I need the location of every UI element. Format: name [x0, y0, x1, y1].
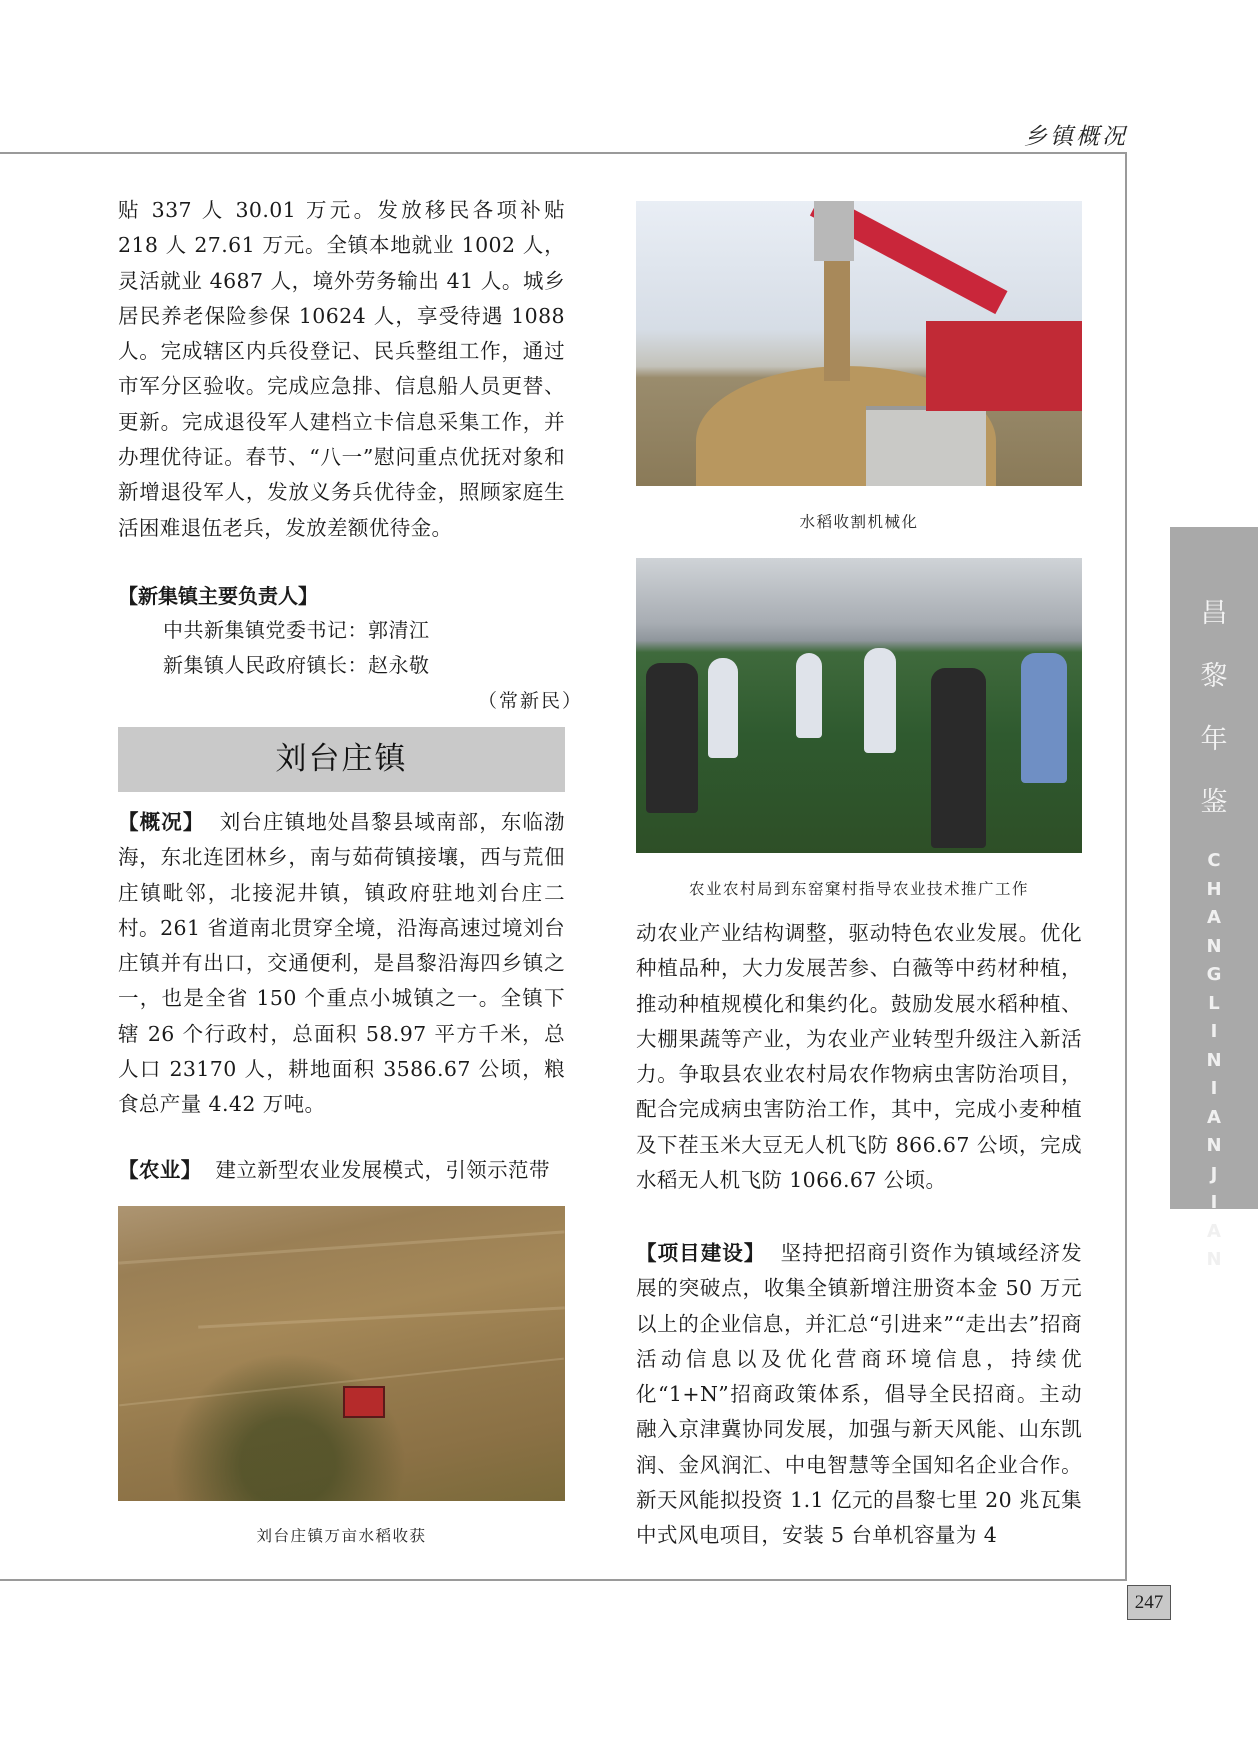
left-top-paragraph — [118, 193, 565, 546]
side-tab-letter: H — [1206, 878, 1222, 900]
harvester-icon — [343, 1386, 385, 1418]
overview-text: 刘台庄镇地处昌黎县域南部，东临渤海，东北连团林乡，南与茹荷镇接壤，西与荒佃庄镇毗邻，北接泥井镇，镇政府驻地刘台庄二村。261 省道南北贯穿全境，沿海高速过境刘台庄镇并有出口，交通便利，是昌黎沿海四乡镇之一，也是全省 150 个重点小城镇之一。全镇下辖 26 个行政村，总面积 58.97 平方千米，总人口 23170 人，耕地面积 3586.67 公顷，粮食总产量 4.42 万吨。 — [118, 810, 565, 1117]
side-tab — [1170, 527, 1258, 1270]
side-tab-char: 鉴 — [1200, 787, 1228, 818]
projects-text: 坚持把招商引资作为镇域经济发展的突破点，收集全镇新增注册资本金 50 万元以上的企业信息，并汇总“引进来”“走出去”招商活动信息以及优化营商环境信息，持续优化“1+N”招商政策体系，倡导全民招商。主动融入京津冀协同发展，加强与新天风能、山东凯润、金风润汇、中电智慧等全国知名企业合作。新天风能拟投资 1.1 亿元的昌黎七里 20 兆瓦集中式风电项目，安装 5 台单机容量为 4 — [636, 1241, 1082, 1548]
side-tab-letter: J — [1210, 1163, 1218, 1185]
frame-right-rule — [1125, 152, 1127, 1580]
rice-harvest-aerial-photo — [118, 1206, 565, 1501]
leader-line-party-secretary: 中共新集镇党委书记：郭清江 — [163, 618, 430, 642]
overview-section — [118, 805, 565, 1123]
side-tab-letter: A — [1207, 1220, 1221, 1242]
side-tab-letter: L — [1208, 992, 1220, 1014]
side-tab-letter: N — [1206, 1135, 1222, 1156]
agriculture-text: 建立新型农业发展模式，引领示范带 — [215, 1158, 550, 1182]
page-number: 247 — [1127, 1585, 1171, 1620]
side-tab-letter: I — [1210, 1021, 1218, 1042]
author-credit: （常新民） — [478, 690, 584, 712]
agriculture-section — [118, 1153, 565, 1188]
agriculture-continued-text: 动农业产业结构调整，驱动特色农业发展。优化种植品种，大力发展苦参、白薇等中药材种植，推动种植规模化和集约化。鼓励发展水稻种植、大棚果蔬等产业，为农业产业转型升级注入新活力。争取县农业农村局农作物病虫害防治项目，配合完成病虫害防治工作，其中，完成小麦种植及下茬玉米大豆无人机飞防 866.67 公顷，完成水稻无人机飞防 1066.67 公顷。 — [636, 921, 1082, 1193]
left-top-text: 贴 337 人 30.01 万元。发放移民各项补贴 218 人 27.61 万元。全镇本地就业 1002 人，灵活就业 4687 人，境外劳务输出 41 人。城乡居民养老保险参保 10624 人，享受待遇 1088 人。完成辖区内兵役登记、民兵整组工作，通过市军分区验收。完成应急排、信息船人员更替、更新。完成退役军人建档立卡信息采集工作，并办理优待证。春节、“八一”慰问重点优抚对象和新增退役军人，发放义务兵优待金，照顾家庭生活困难退伍老兵，发放差额优待金。 — [118, 198, 565, 540]
frame-top-rule — [0, 152, 1127, 154]
side-tab-letter: A — [1207, 1106, 1221, 1128]
combine-harvester-photo — [636, 201, 1082, 486]
side-tab-char: 昌 — [1200, 598, 1228, 629]
frame-bottom-rule — [0, 1579, 1127, 1581]
town-title: 刘台庄镇 — [118, 727, 565, 792]
side-tab-letter: N — [1206, 1049, 1222, 1071]
side-tab-letter: N — [1206, 935, 1222, 957]
side-tab-char: 年 — [1200, 724, 1228, 755]
caption-field-guidance: 农业农村局到东窑窠村指导农业技术推广工作 — [688, 880, 1029, 898]
side-tab-letter: C — [1207, 850, 1221, 871]
projects-section — [636, 1236, 1082, 1554]
leaders-heading: 【新集镇主要负责人】 — [118, 584, 318, 608]
leader-line-town-head: 新集镇人民政府镇长：赵永敬 — [163, 653, 430, 677]
side-tab-pinyin-title — [1170, 847, 1258, 1275]
section-header: 乡镇概况 — [1024, 124, 1128, 150]
side-tab-letter: N — [1206, 1249, 1222, 1270]
agriculture-label: 【农业】 — [118, 1158, 202, 1182]
caption-combine-harvester: 水稻收割机械化 — [799, 513, 919, 531]
agriculture-continued-paragraph — [636, 916, 1082, 1198]
side-tab-letter: A — [1207, 907, 1221, 928]
field-guidance-photo — [636, 558, 1082, 853]
caption-rice-harvest: 刘台庄镇万亩水稻收获 — [256, 1527, 427, 1545]
projects-label: 【项目建设】 — [636, 1241, 766, 1265]
side-tab-chinese-title — [1170, 582, 1258, 834]
side-tab-letter: G — [1206, 964, 1222, 985]
overview-label: 【概况】 — [118, 810, 205, 834]
side-tab-letter: I — [1210, 1192, 1218, 1213]
side-tab-letter: I — [1210, 1078, 1218, 1099]
side-tab-char: 黎 — [1200, 661, 1228, 692]
